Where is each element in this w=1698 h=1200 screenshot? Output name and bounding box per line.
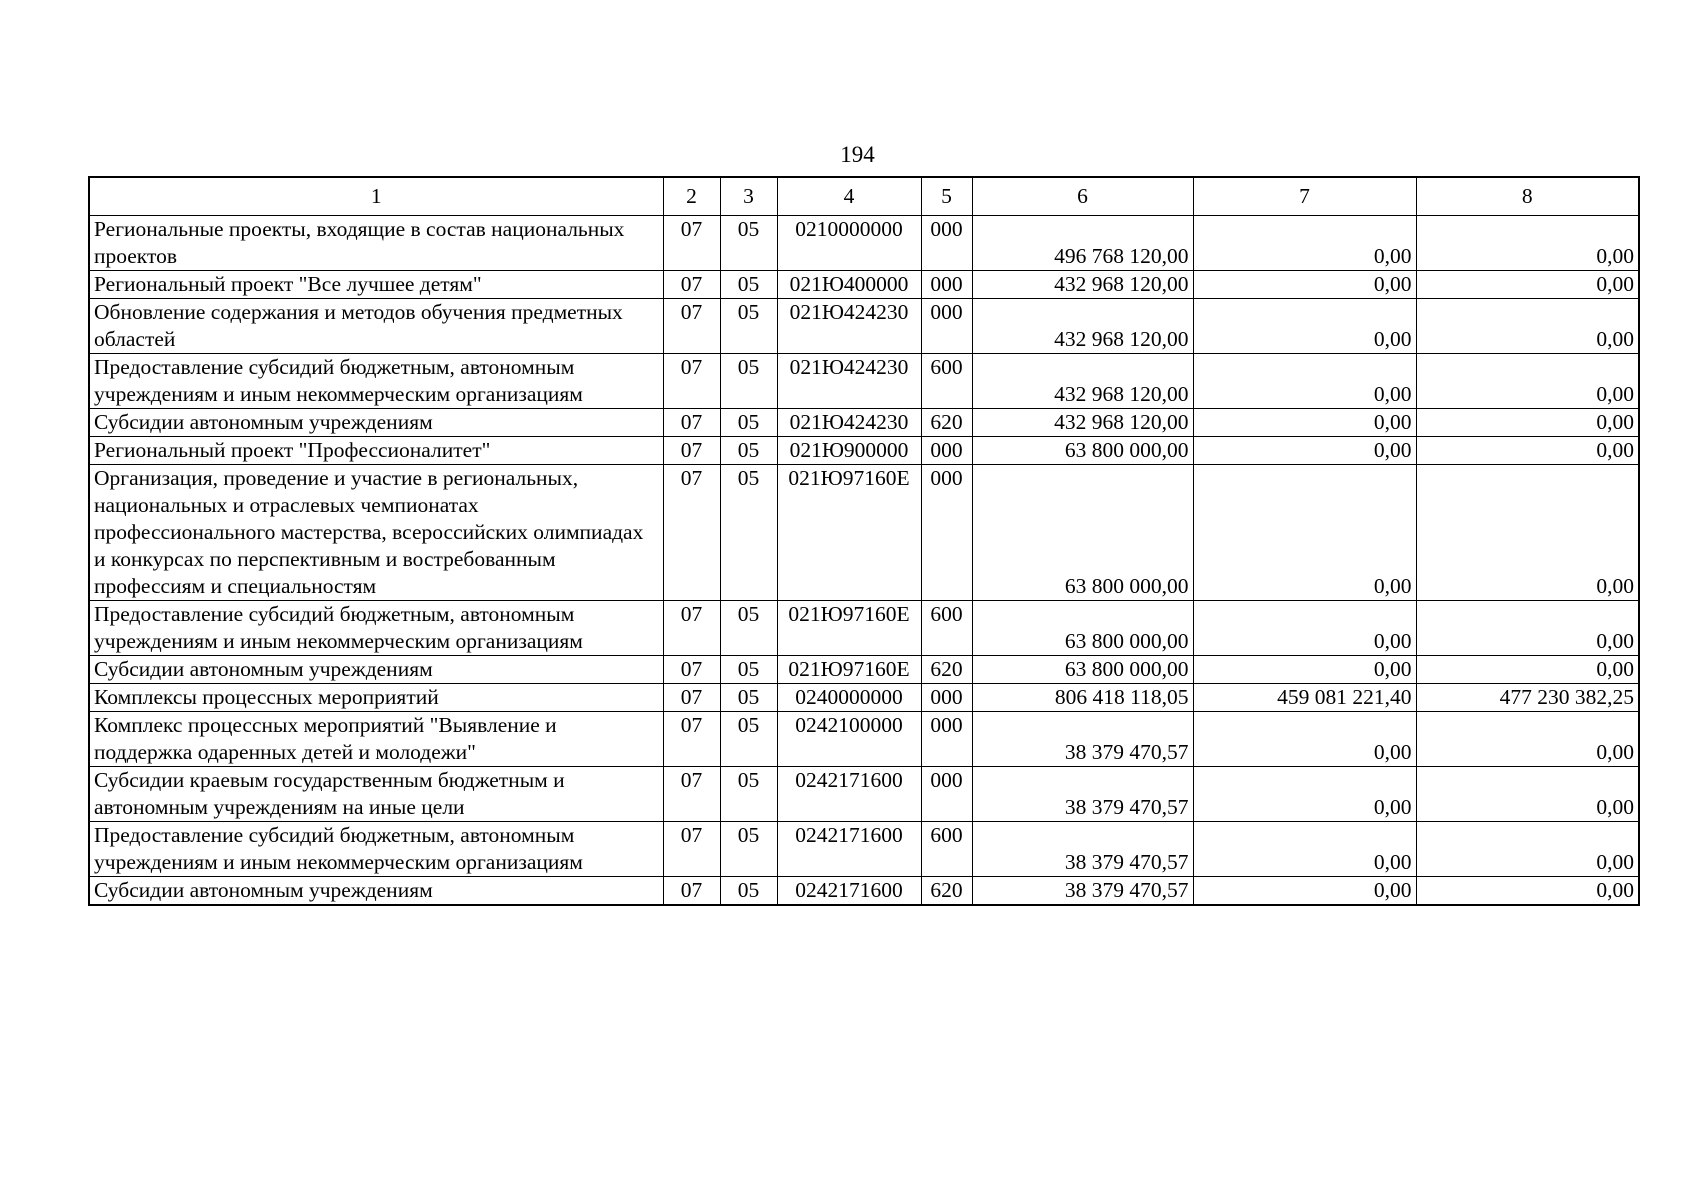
column-header: 1 <box>89 177 663 216</box>
expense-type-cell: 620 <box>921 877 972 906</box>
amount-col8-cell: 0,00 <box>1416 656 1639 684</box>
subsection-code-cell: 05 <box>720 299 777 354</box>
amount-col6-cell: 806 418 118,05 <box>972 684 1193 712</box>
section-code-cell: 07 <box>663 822 720 877</box>
subsection-code-cell: 05 <box>720 601 777 656</box>
amount-col7-cell: 0,00 <box>1193 271 1416 299</box>
amount-col8-cell: 0,00 <box>1416 601 1639 656</box>
amount-col8-cell: 0,00 <box>1416 354 1639 409</box>
amount-col7-cell: 0,00 <box>1193 465 1416 601</box>
amount-col8-cell: 0,00 <box>1416 465 1639 601</box>
amount-col6-cell: 63 800 000,00 <box>972 465 1193 601</box>
amount-col7-cell: 0,00 <box>1193 354 1416 409</box>
amount-col7-cell: 0,00 <box>1193 767 1416 822</box>
amount-col7-cell: 0,00 <box>1193 822 1416 877</box>
subsection-code-cell: 05 <box>720 712 777 767</box>
expense-type-cell: 600 <box>921 822 972 877</box>
expense-type-cell: 000 <box>921 216 972 271</box>
header-row <box>89 177 1639 216</box>
amount-col7-cell: 0,00 <box>1193 437 1416 465</box>
table-row <box>89 465 1639 601</box>
amount-col6-cell: 432 968 120,00 <box>972 409 1193 437</box>
row-name-cell: Региональный проект "Все лучшее детям" <box>89 271 663 299</box>
expense-type-cell: 000 <box>921 684 972 712</box>
column-header: 2 <box>663 177 720 216</box>
subsection-code-cell: 05 <box>720 271 777 299</box>
expense-type-cell: 000 <box>921 271 972 299</box>
column-header: 7 <box>1193 177 1416 216</box>
row-name-cell: Региональные проекты, входящие в состав национальных проектов <box>89 216 663 271</box>
amount-col8-cell: 0,00 <box>1416 877 1639 906</box>
row-name-cell: Организация, проведение и участие в региональных, национальных и отраслевых чемпионатах профессионального мастерства, всероссийских олимпиадах и конкурсах по перспективным и востребованным профессиям и специальностям <box>89 465 663 601</box>
table-row <box>89 712 1639 767</box>
target-article-cell: 0242171600 <box>777 822 921 877</box>
subsection-code-cell: 05 <box>720 684 777 712</box>
subsection-code-cell: 05 <box>720 354 777 409</box>
amount-col8-cell: 0,00 <box>1416 767 1639 822</box>
amount-col7-cell: 0,00 <box>1193 712 1416 767</box>
table-row <box>89 216 1639 271</box>
section-code-cell: 07 <box>663 409 720 437</box>
section-code-cell: 07 <box>663 216 720 271</box>
subsection-code-cell: 05 <box>720 465 777 601</box>
table-row <box>89 409 1639 437</box>
target-article-cell: 021Ю424230 <box>777 299 921 354</box>
subsection-code-cell: 05 <box>720 437 777 465</box>
expense-type-cell: 000 <box>921 767 972 822</box>
column-header: 4 <box>777 177 921 216</box>
section-code-cell: 07 <box>663 601 720 656</box>
column-header: 3 <box>720 177 777 216</box>
table-row <box>89 271 1639 299</box>
row-name-cell: Региональный проект "Профессионалитет" <box>89 437 663 465</box>
amount-col6-cell: 38 379 470,57 <box>972 822 1193 877</box>
target-article-cell: 021Ю97160Е <box>777 465 921 601</box>
row-name-cell: Предоставление субсидий бюджетным, автономным учреждениям и иным некоммерческим организациям <box>89 601 663 656</box>
expense-type-cell: 620 <box>921 409 972 437</box>
expense-type-cell: 000 <box>921 437 972 465</box>
table-row <box>89 354 1639 409</box>
target-article-cell: 021Ю424230 <box>777 409 921 437</box>
target-article-cell: 021Ю424230 <box>777 354 921 409</box>
target-article-cell: 0242100000 <box>777 712 921 767</box>
subsection-code-cell: 05 <box>720 767 777 822</box>
section-code-cell: 07 <box>663 877 720 906</box>
row-name-cell: Обновление содержания и методов обучения предметных областей <box>89 299 663 354</box>
section-code-cell: 07 <box>663 712 720 767</box>
amount-col6-cell: 38 379 470,57 <box>972 877 1193 906</box>
subsection-code-cell: 05 <box>720 656 777 684</box>
section-code-cell: 07 <box>663 437 720 465</box>
target-article-cell: 0210000000 <box>777 216 921 271</box>
amount-col8-cell: 477 230 382,25 <box>1416 684 1639 712</box>
amount-col7-cell: 0,00 <box>1193 601 1416 656</box>
table-row <box>89 684 1639 712</box>
amount-col7-cell: 0,00 <box>1193 409 1416 437</box>
target-article-cell: 021Ю97160Е <box>777 601 921 656</box>
section-code-cell: 07 <box>663 684 720 712</box>
row-name-cell: Предоставление субсидий бюджетным, автономным учреждениям и иным некоммерческим организациям <box>89 354 663 409</box>
table-row <box>89 601 1639 656</box>
amount-col6-cell: 63 800 000,00 <box>972 656 1193 684</box>
amount-col7-cell: 0,00 <box>1193 216 1416 271</box>
amount-col6-cell: 38 379 470,57 <box>972 767 1193 822</box>
subsection-code-cell: 05 <box>720 409 777 437</box>
row-name-cell: Субсидии автономным учреждениям <box>89 877 663 906</box>
row-name-cell: Комплекс процессных мероприятий "Выявление и поддержка одаренных детей и молодежи" <box>89 712 663 767</box>
amount-col6-cell: 63 800 000,00 <box>972 437 1193 465</box>
row-name-cell: Субсидии автономным учреждениям <box>89 656 663 684</box>
column-header: 6 <box>972 177 1193 216</box>
section-code-cell: 07 <box>663 767 720 822</box>
row-name-cell: Предоставление субсидий бюджетным, автономным учреждениям и иным некоммерческим организациям <box>89 822 663 877</box>
amount-col6-cell: 38 379 470,57 <box>972 712 1193 767</box>
expense-type-cell: 600 <box>921 354 972 409</box>
subsection-code-cell: 05 <box>720 822 777 877</box>
amount-col6-cell: 432 968 120,00 <box>972 299 1193 354</box>
column-header: 8 <box>1416 177 1639 216</box>
table-row <box>89 767 1639 822</box>
amount-col8-cell: 0,00 <box>1416 216 1639 271</box>
expense-type-cell: 000 <box>921 712 972 767</box>
amount-col8-cell: 0,00 <box>1416 437 1639 465</box>
expense-type-cell: 000 <box>921 465 972 601</box>
expense-type-cell: 600 <box>921 601 972 656</box>
target-article-cell: 0240000000 <box>777 684 921 712</box>
section-code-cell: 07 <box>663 271 720 299</box>
amount-col8-cell: 0,00 <box>1416 822 1639 877</box>
target-article-cell: 0242171600 <box>777 767 921 822</box>
amount-col7-cell: 459 081 221,40 <box>1193 684 1416 712</box>
target-article-cell: 0242171600 <box>777 877 921 906</box>
row-name-cell: Субсидии автономным учреждениям <box>89 409 663 437</box>
subsection-code-cell: 05 <box>720 877 777 906</box>
amount-col6-cell: 432 968 120,00 <box>972 354 1193 409</box>
page-number: 194 <box>840 142 875 167</box>
amount-col8-cell: 0,00 <box>1416 299 1639 354</box>
table-row <box>89 656 1639 684</box>
row-name-cell: Комплексы процессных мероприятий <box>89 684 663 712</box>
expense-type-cell: 000 <box>921 299 972 354</box>
amount-col8-cell: 0,00 <box>1416 271 1639 299</box>
amount-col7-cell: 0,00 <box>1193 299 1416 354</box>
amount-col7-cell: 0,00 <box>1193 656 1416 684</box>
subsection-code-cell: 05 <box>720 216 777 271</box>
amount-col7-cell: 0,00 <box>1193 877 1416 906</box>
table-row <box>89 437 1639 465</box>
target-article-cell: 021Ю97160Е <box>777 656 921 684</box>
amount-col6-cell: 432 968 120,00 <box>972 271 1193 299</box>
section-code-cell: 07 <box>663 656 720 684</box>
section-code-cell: 07 <box>663 354 720 409</box>
budget-table <box>88 176 1640 906</box>
table-row <box>89 822 1639 877</box>
table-row <box>89 299 1639 354</box>
amount-col6-cell: 63 800 000,00 <box>972 601 1193 656</box>
target-article-cell: 021Ю900000 <box>777 437 921 465</box>
amount-col6-cell: 496 768 120,00 <box>972 216 1193 271</box>
expense-type-cell: 620 <box>921 656 972 684</box>
target-article-cell: 021Ю400000 <box>777 271 921 299</box>
section-code-cell: 07 <box>663 465 720 601</box>
amount-col8-cell: 0,00 <box>1416 712 1639 767</box>
table-row <box>89 877 1639 906</box>
row-name-cell: Субсидии краевым государственным бюджетным и автономным учреждениям на иные цели <box>89 767 663 822</box>
amount-col8-cell: 0,00 <box>1416 409 1639 437</box>
section-code-cell: 07 <box>663 299 720 354</box>
column-header: 5 <box>921 177 972 216</box>
